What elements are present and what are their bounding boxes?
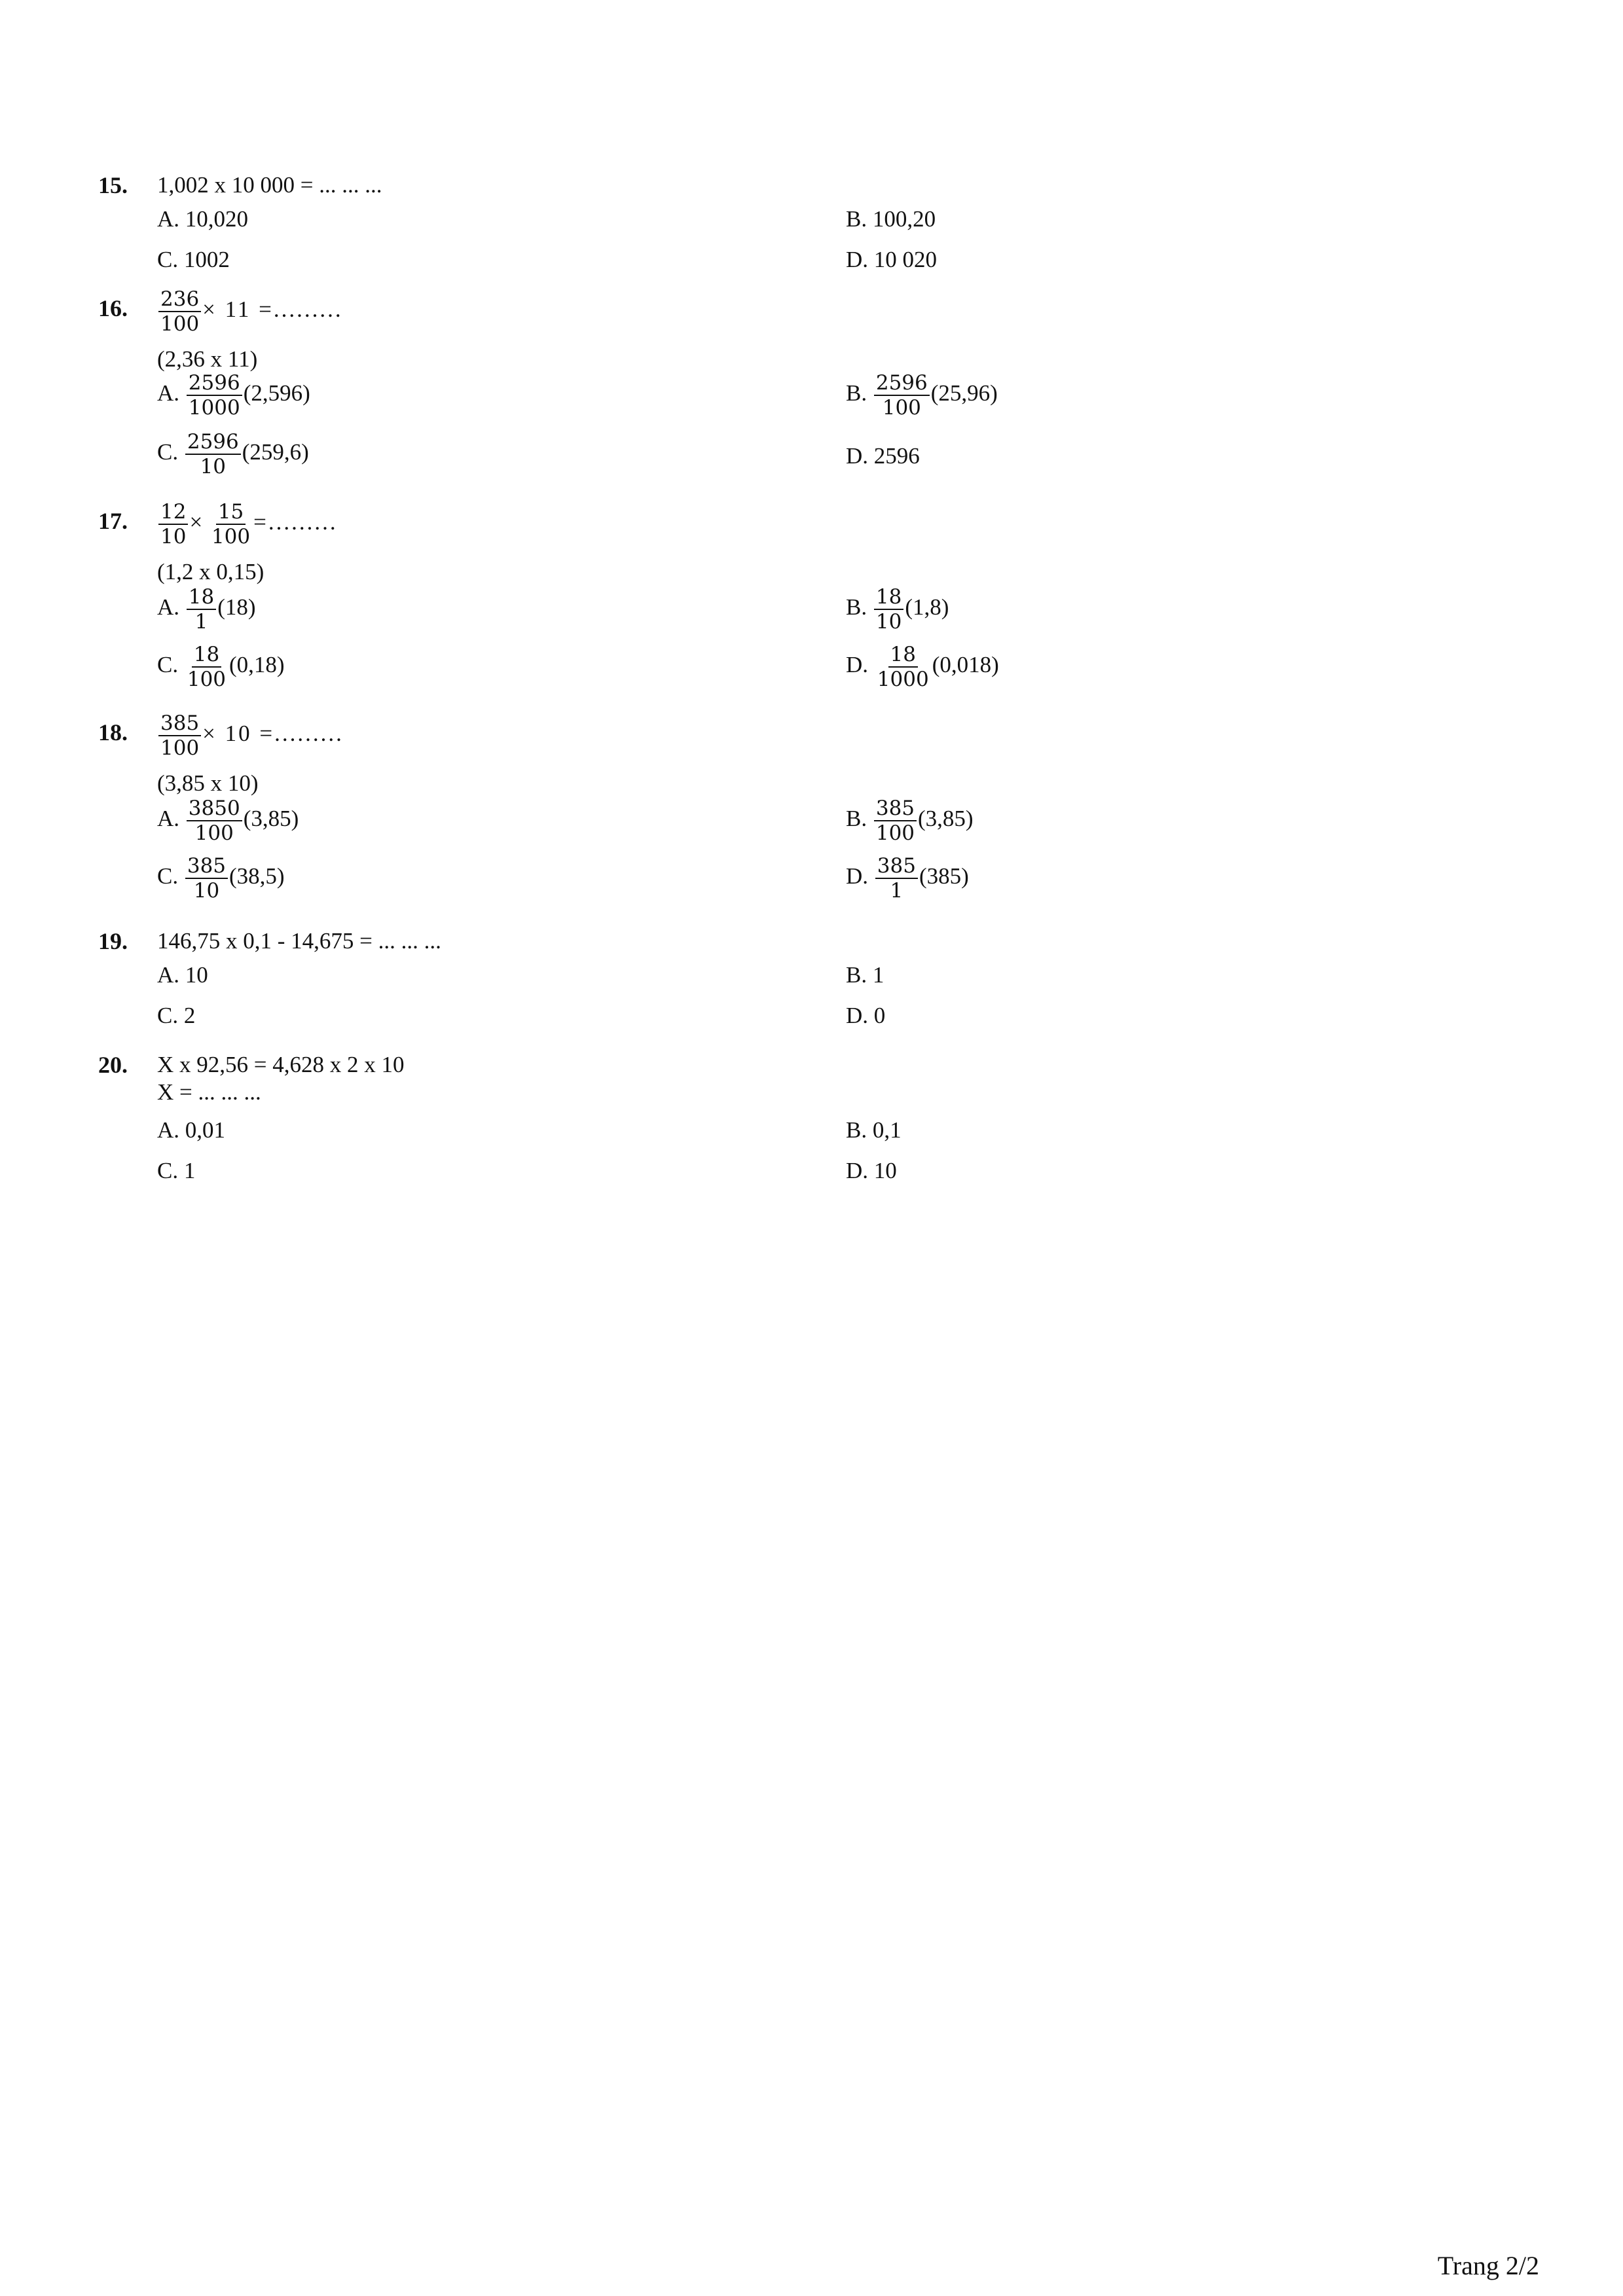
option-d[interactable]: D. 10 020 xyxy=(846,247,938,272)
question-18 xyxy=(98,712,1506,922)
option-b[interactable]: B. 1 xyxy=(846,962,884,988)
option-b[interactable]: B. 0,1 xyxy=(846,1117,902,1143)
question-stem: $\frac{236}{100}$ × 11 =......... xyxy=(157,288,343,335)
question-stem-line2: X = ... ... ... xyxy=(157,1079,261,1105)
option-b[interactable]: B. $\frac{18}{10}$ (1,8) xyxy=(846,585,949,634)
question-number: 15. xyxy=(98,172,128,198)
question-number: 17. xyxy=(98,508,128,534)
question-stem: $\frac{385}{100}$ × 10 =......... xyxy=(157,712,344,759)
option-a[interactable]: A. 10 xyxy=(157,962,208,988)
question-stem: X x 92,56 = 4,628 x 2 x 10 xyxy=(157,1052,405,1077)
option-c[interactable]: C. 1 xyxy=(157,1158,196,1183)
question-20 xyxy=(98,1051,1506,1195)
option-a[interactable]: A. 0,01 xyxy=(157,1117,226,1143)
option-a[interactable]: A. $\frac{3850}{100}$ (3,85) xyxy=(157,797,299,845)
question-stem: 1,002 x 10 000 = ... ... ... xyxy=(157,172,382,198)
option-c[interactable]: C. 1002 xyxy=(157,247,230,272)
option-c[interactable]: C. $\frac{385}{10}$ (38,5) xyxy=(157,854,285,903)
question-19 xyxy=(98,927,1506,1039)
question-16 xyxy=(98,288,1506,497)
question-hint: (3,85 x 10) xyxy=(157,770,259,796)
option-c[interactable]: C. $\frac{18}{100}$ (0,18) xyxy=(157,643,285,691)
question-stem: $\frac{12}{10}$ × $\frac{15}{100}$ =......... xyxy=(157,501,338,548)
page-number: Trang 2/2 xyxy=(1437,2251,1539,2280)
question-number: 19. xyxy=(98,928,128,954)
question-hint: (1,2 x 0,15) xyxy=(157,559,264,584)
question-17 xyxy=(98,501,1506,710)
option-a[interactable]: A. 10,020 xyxy=(157,206,249,232)
option-d[interactable]: D. $\frac{18}{1000}$ (0,018) xyxy=(846,643,999,691)
question-stem: 146,75 x 0,1 - 14,675 = ... ... ... xyxy=(157,928,441,954)
option-d[interactable]: D. 10 xyxy=(846,1158,897,1183)
option-d[interactable]: D. 2596 xyxy=(846,443,920,469)
fraction: $\frac{15}{100}$ xyxy=(211,500,251,548)
fraction: $\frac{236}{100}$ xyxy=(158,288,201,335)
question-number: 20. xyxy=(98,1052,128,1078)
question-15 xyxy=(98,171,1506,283)
question-number: 18. xyxy=(98,719,128,745)
option-a[interactable]: A. $\frac{2596}{1000}$ (2,596) xyxy=(157,371,310,420)
option-d[interactable]: D. $\frac{385}{1}$ (385) xyxy=(846,854,969,903)
fraction: $\frac{12}{10}$ xyxy=(158,501,188,548)
question-hint: (2,36 x 11) xyxy=(157,346,258,372)
option-b[interactable]: B. $\frac{385}{100}$ (3,85) xyxy=(846,797,974,845)
option-b[interactable]: B. 100,20 xyxy=(846,206,936,232)
question-number: 16. xyxy=(98,295,128,321)
option-d[interactable]: D. 0 xyxy=(846,1003,886,1028)
option-a[interactable]: A. $\frac{18}{1}$ (18) xyxy=(157,585,256,634)
option-b[interactable]: B. $\frac{2596}{100}$ (25,96) xyxy=(846,371,998,420)
fraction: $\frac{385}{100}$ xyxy=(158,712,201,759)
option-c[interactable]: C. $\frac{2596}{10}$ (259,6) xyxy=(157,430,309,478)
option-c[interactable]: C. 2 xyxy=(157,1003,196,1028)
